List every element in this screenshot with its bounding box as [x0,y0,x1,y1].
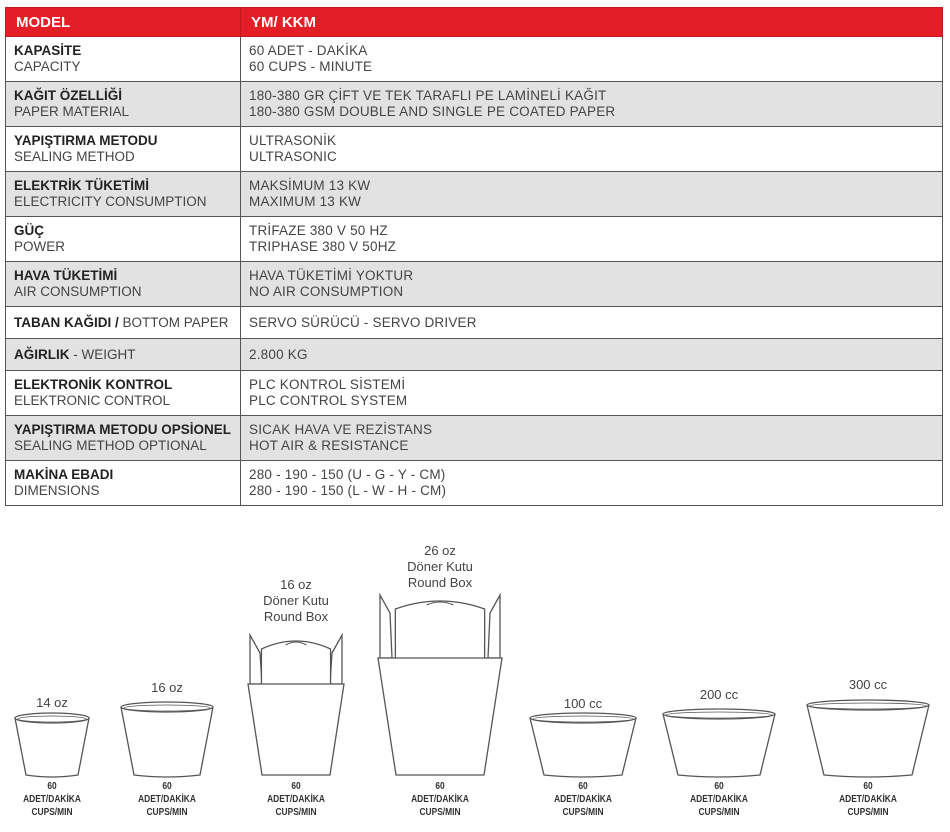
product-name-tr: Döner Kutu [263,593,329,608]
spec-row [6,262,943,307]
capacity-qty: 60 [47,780,57,792]
capacity-unit-en: CUPS/MIN [562,806,604,818]
spec-value-tr: 180-380 GR ÇİFT VE TEK TARAFLI PE LAMİNELİ KAĞIT [249,88,607,103]
spec-value [241,416,943,461]
spec-label [6,371,241,416]
product-size-label [236,577,356,625]
spec-label-en: SEALING METHOD OPTIONAL [14,438,207,453]
spec-value [241,371,943,416]
spec-row [6,339,943,371]
spec-value-en: NO AIR CONSUMPTION [249,284,404,299]
spec-value [241,172,943,217]
spec-label-en: CAPACITY [14,59,81,74]
paper-cup-icon [111,696,223,784]
spec-label-en: AIR CONSUMPTION [14,284,142,299]
product-size-label [659,687,779,703]
capacity-unit-tr: ADET/DAKİKA [554,793,612,805]
spec-label-en: POWER [14,239,66,254]
spec-value-en: 60 CUPS - MINUTE [249,59,373,74]
capacity-unit-tr: ADET/DAKİKA [23,793,81,805]
product-capacity [543,780,623,819]
spec-label [6,127,241,172]
spec-value-en: 180-380 GSM DOUBLE AND SINGLE PE COATED PAPER [249,104,616,119]
capacity-unit-tr: ADET/DAKİKA [839,793,897,805]
spec-value [241,307,943,339]
spec-row [6,82,943,127]
spec-label [6,416,241,461]
spec-row [6,217,943,262]
capacity-qty: 60 [435,780,445,792]
spec-label [6,217,241,262]
capacity-unit-tr: ADET/DAKİKA [690,793,748,805]
round-box-icon [238,629,354,784]
capacity-unit-en: CUPS/MIN [847,806,889,818]
product-size: 14 oz [36,695,68,710]
spec-value [241,339,943,371]
spec-value-en: 280 - 190 - 150 (L - W - H - CM) [249,483,447,498]
bowl-icon [797,694,939,784]
spec-label [6,172,241,217]
spec-table [5,7,943,506]
bowl-icon [520,707,646,784]
spec-label [6,339,241,371]
spec-row [6,416,943,461]
bowl-icon [653,703,785,784]
spec-value [241,262,943,307]
spec-label [6,461,241,506]
product-size: 16 oz [280,577,312,592]
header-model-value: YM/ KKM [241,8,943,37]
spec-value-en: ULTRASONIC [249,149,338,164]
capacity-qty: 60 [714,780,724,792]
spec-value [241,461,943,506]
spec-label-rest: BOTTOM PAPER [118,314,229,330]
product-size: 26 oz [424,543,456,558]
product-capacity [12,780,92,819]
product-gallery [0,535,950,832]
spec-label-rest: - WEIGHT [69,346,136,362]
product-capacity [127,780,207,819]
spec-row [6,371,943,416]
spec-value [241,217,943,262]
spec-row [6,172,943,217]
product-name-en: Round Box [263,609,329,624]
spec-label-tr: YAPIŞTIRMA METODU OPSİONEL [14,422,232,437]
spec-label [6,37,241,82]
spec-label-tr: KAPASİTE [14,43,82,58]
spec-label-en: DIMENSIONS [14,483,100,498]
product-capacity [400,780,480,819]
spec-value-tr: HAVA TÜKETİMİ YOKTUR [249,268,414,283]
spec-value-en: PLC CONTROL SYSTEM [249,393,408,408]
spec-row [6,307,943,339]
product-capacity [256,780,336,819]
spec-value [241,82,943,127]
spec-label-tr: AĞIRLIK [14,346,70,362]
product-size-label [380,543,500,591]
product-size: 300 cc [848,677,888,692]
spec-label-en: ELECTRICITY CONSUMPTION [14,194,207,209]
spec-label-tr: TABAN KAĞIDI / [14,314,119,330]
spec-value-tr: MAKSİMUM 13 KW [249,178,371,193]
spec-row [6,37,943,82]
product-name-tr: Döner Kutu [407,559,473,574]
product-name-en: Round Box [407,575,473,590]
spec-label [6,307,241,339]
spec-value-tr: ULTRASONİK [249,133,337,148]
capacity-qty: 60 [578,780,588,792]
product-size-label [808,677,928,693]
header-model: MODEL [6,8,241,37]
spec-label-en: PAPER MATERIAL [14,104,130,119]
spec-label-tr: YAPIŞTIRMA METODU [14,133,158,148]
paper-cup-icon [5,707,99,784]
spec-value-tr: PLC KONTROL SİSTEMİ [249,377,406,392]
spec-value-tr: 60 ADET - DAKİKA [249,43,368,58]
spec-value-en: MAXIMUM 13 KW [249,194,362,209]
capacity-unit-en: CUPS/MIN [31,806,73,818]
spec-value-en: TRIPHASE 380 V 50HZ [249,239,397,254]
spec-value-en: HOT AIR & RESISTANCE [249,438,409,453]
product-size: 100 cc [563,696,603,711]
capacity-unit-en: CUPS/MIN [698,806,740,818]
spec-value-tr: TRİFAZE 380 V 50 HZ [249,223,388,238]
spec-label [6,82,241,127]
capacity-unit-en: CUPS/MIN [146,806,188,818]
spec-row [6,127,943,172]
spec-value-tr: SICAK HAVA VE REZİSTANS [249,422,433,437]
product-capacity [828,780,908,819]
product-size-label [107,680,227,696]
spec-table-header [6,8,943,37]
spec-label-tr: HAVA TÜKETİMİ [14,268,118,283]
capacity-qty: 60 [162,780,172,792]
product-capacity [679,780,759,819]
spec-value-tr: SERVO SÜRÜCÜ - SERVO DRIVER [249,314,477,330]
spec-label-en: ELEKTRONIC CONTROL [14,393,171,408]
capacity-qty: 60 [863,780,873,792]
spec-value-tr: 2.800 KG [249,346,308,362]
product-size: 200 cc [699,687,739,702]
spec-row [6,461,943,506]
capacity-unit-tr: ADET/DAKİKA [138,793,196,805]
spec-label-tr: GÜÇ [14,223,44,238]
capacity-unit-en: CUPS/MIN [275,806,317,818]
spec-value-tr: 280 - 190 - 150 (U - G - Y - CM) [249,467,446,482]
capacity-unit-en: CUPS/MIN [419,806,461,818]
round-box-icon [368,589,512,784]
capacity-unit-tr: ADET/DAKİKA [267,793,325,805]
spec-label-tr: ELEKTRİK TÜKETİMİ [14,178,149,193]
spec-label-tr: ELEKTRONİK KONTROL [14,377,173,392]
spec-label [6,262,241,307]
spec-value [241,127,943,172]
spec-label-en: SEALING METHOD [14,149,135,164]
spec-label-tr: KAĞIT ÖZELLİĞİ [14,88,122,103]
product-size: 16 oz [151,680,183,695]
spec-label-tr: MAKİNA EBADI [14,467,114,482]
spec-value [241,37,943,82]
capacity-qty: 60 [291,780,301,792]
capacity-unit-tr: ADET/DAKİKA [411,793,469,805]
